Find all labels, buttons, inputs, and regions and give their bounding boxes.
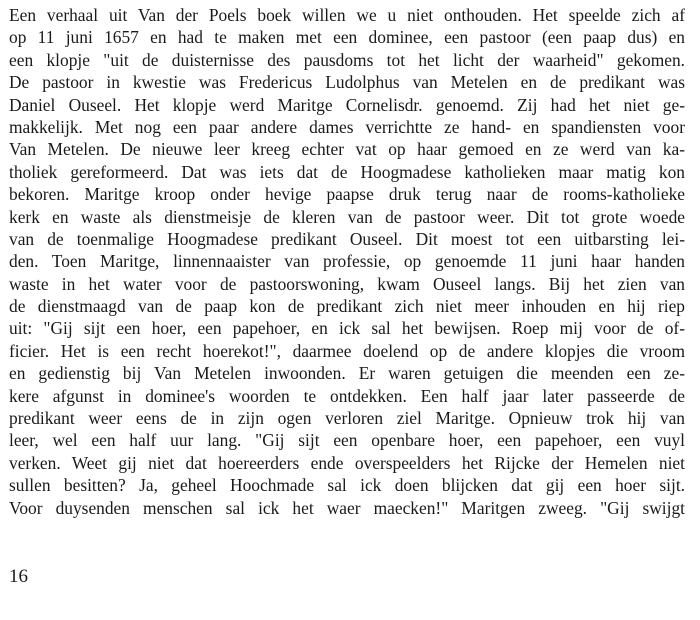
text-line: den. Toen Maritge, linnennaaister van professie, op genoemde 11 juni haar handen [9,251,685,272]
text-line: van de toenmalige Hoogmadese predikant Ouseel. Dit moest tot een uitbarsting lei- [9,228,685,249]
text-line: Daniel Ouseel. Het klopje werd Maritge Cornelisdr. genoemd. Zij had het niet ge- [9,94,685,115]
text-line: kere afgunst in dominee's woorden te ontdekken. Een half jaar later passeerde de [9,385,685,406]
body-text [9,4,685,519]
text-line: op 11 juni 1657 en had te maken met een dominee, een pastoor (een paap dus) en [9,27,685,48]
text-line: kerk en waste als dienstmeisje de kleren van de pastoor weer. Dit tot grote woede [9,206,685,227]
text-line: de dienstmaagd van de paap kon de predikant zich niet meer inhouden en hij riep [9,296,685,317]
text-line: verken. Weet gij niet dat hoereerders ende overspeelders het Rijcke der Hemelen niet [9,452,685,473]
page-number: 16 [9,566,28,587]
text-line: leer, wel een half uur lang. "Gij sijt een openbare hoer, een papehoer, een vuyl [9,430,685,451]
text-line: bekoren. Maritge kroop onder hevige paapse druk terug naar de rooms-katholieke [9,184,685,205]
text-line: uit: "Gij sijt een hoer, een papehoer, en ick sal het bewijsen. Roep mij voor de of- [9,318,685,339]
text-line: en gedienstig bij Van Metelen inwoonden. Er waren getuigen die meenden een ze- [9,363,685,384]
text-line: predikant weer eens de in zijn ogen verloren ziel Maritge. Opnieuw trok hij van [9,408,685,429]
text-line: een klopje "uit de duisternisse des pausdoms tot het licht der waarheid" gekomen. [9,49,685,70]
text-line: waste in het water voor de pastoorswoning, kwam Ouseel langs. Bij het zien van [9,273,685,294]
text-line: Een verhaal uit Van der Poels boek willen we u niet onthouden. Het speelde zich af [9,5,685,25]
text-line: De pastoor in kwestie was Fredericus Ludolphus van Metelen en de predikant was [9,72,685,93]
text-line: ficier. Het is een recht hoerekot!", daarmee doelend op de andere klopjes die vroom [9,340,685,361]
text-line: Voor duysenden menschen sal ick het waer maecken!" Maritgen zweeg. "Gij swijgt [9,497,685,518]
text-line: sullen besitten? Ja, geheel Hoochmade sal ick doen blijcken dat gij een hoer sijt. [9,475,685,496]
text-line: Van Metelen. De nieuwe leer kreeg echter vat op haar gemoed en ze werd van ka- [9,139,685,160]
text-line: tholiek gereformeerd. Dat was iets dat de Hoogmadese katholieken maar matig kon [9,161,685,182]
text-line: makkelijk. Met nog een paar andere dames verrichtte ze hand- en spandiensten voor [9,116,685,137]
